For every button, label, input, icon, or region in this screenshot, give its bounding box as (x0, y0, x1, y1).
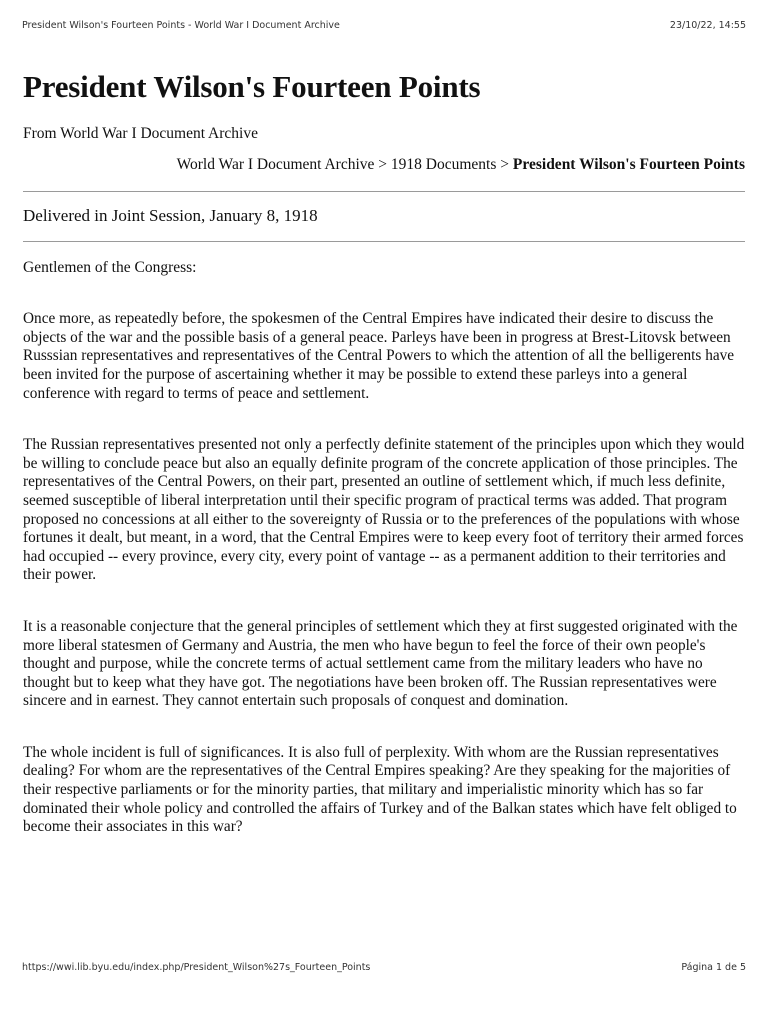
page-title: President Wilson's Fourteen Points (23, 69, 481, 104)
breadcrumb-separator: > (378, 156, 388, 174)
breadcrumb-link-archive[interactable]: World War I Document Archive (176, 156, 375, 174)
body-paragraph: It is a reasonable conjecture that the general principles of settlement which they at first suggested originated with the more liberal statesmen of Germany and Austria, the men who have begun to feel the force of their own people's thought and purpose, while the concrete terms of actual settlement came from the military leaders who have no thought but to keep what they have got. The negotiations have been broken off. The Russian representatives were sincere and in earnest. They cannot entertain such proposals of conquest and domination. (23, 617, 738, 710)
delivery-subtitle: Delivered in Joint Session, January 8, 1918 (23, 206, 318, 226)
from-line: From World War I Document Archive (23, 125, 258, 143)
breadcrumb (23, 156, 745, 174)
print-footer-page-number: Página 1 de 5 (681, 962, 746, 973)
article (23, 68, 745, 837)
print-header-datetime: 23/10/22, 14:55 (669, 20, 746, 31)
salutation: Gentlemen of the Congress: (23, 259, 197, 277)
print-header-title: President Wilson's Fourteen Points - World War I Document Archive (22, 20, 340, 31)
print-footer (22, 962, 746, 973)
body-paragraph: The whole incident is full of significances. It is also full of perplexity. With whom are the Russian representatives dealing? For whom are the representatives of the Central Empires speaking? Are they speaking for the majorities of their respective parliaments or for the minority parties, that military and imperialistic minority which has so far dominated their whole policy and controlled the affairs of Turkey and of the Balkan states which have felt obliged to become their associates in this war? (23, 743, 737, 836)
print-footer-url: https://wwi.lib.byu.edu/index.php/President_Wilson%27s_Fourteen_Points (22, 962, 371, 973)
body-paragraph: The Russian representatives presented not only a perfectly definite statement of the principles upon which they would be willing to conclude peace but also an equally definite program of the concrete application of those principles. The representatives of the Central Powers, on their part, presented an outline of settlement which, if much less definite, seemed susceptible of liberal interpretation until their specific program of practical terms was added. That program proposed no concessions at all either to the sovereignty of Russia or to the preferences of the populations with whose fortunes it dealt, but meant, in a word, that the Central Empires were to keep every foot of territory their armed forces had occupied -- every province, every city, every point of vantage -- as a permanent addition to their territories and their power. (23, 436, 745, 584)
divider (23, 241, 745, 242)
print-header (22, 20, 746, 31)
divider (23, 191, 745, 192)
breadcrumb-current: President Wilson's Fourteen Points (512, 156, 745, 174)
breadcrumb-separator: > (500, 156, 510, 174)
breadcrumb-link-1918-documents[interactable]: 1918 Documents (390, 156, 497, 174)
body-paragraph: Once more, as repeatedly before, the spokesmen of the Central Empires have indicated their desire to discuss the objects of the war and the possible basis of a general peace. Parleys have been in progress at Brest-Litovsk between Russsian representatives and representatives of the Central Powers to which the attention of all the belligerents have been invited for the purpose of ascertaining whether it may be possible to extend these parleys into a general conference with regard to terms of peace and settlement. (23, 310, 735, 402)
